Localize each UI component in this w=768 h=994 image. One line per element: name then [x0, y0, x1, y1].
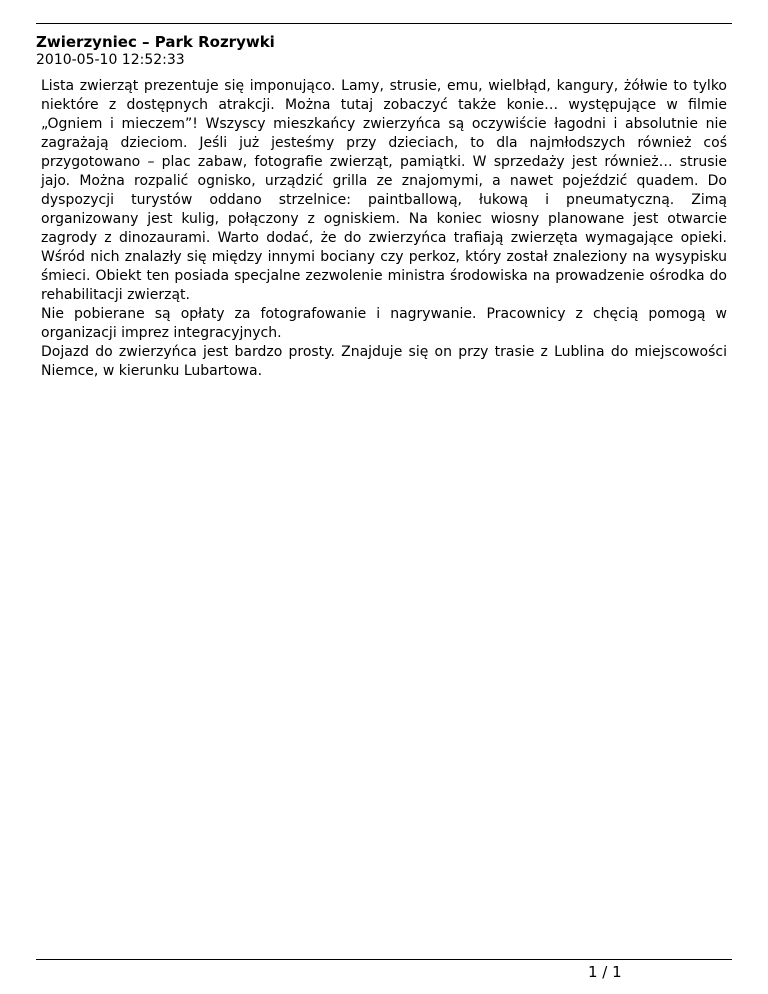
article-paragraph: Lista zwierząt prezentuje się imponująco. Lamy, strusie, emu, wielbłąd, kangury, żółwie to tylko niektóre z dostępnych atrakcji. Można tutaj zobaczyć także konie… występujące w filmie „Ogniem i mieczem”! Wszyscy mieszkańcy zwierzyńca są oczywiście łagodni i absolutnie nie zagrażają dzieciom. Jeśli już jesteśmy przy dzieciach, to dla najmłodszych również coś przygotowano – plac zabaw, fotografie zwierząt, pamiątki. W sprzedaży jest również… strusie jajo. Można rozpalić ognisko, urządzić grilla ze znajomymi, a nawet pojeździć quadem. Do dyspozycji turystów oddano strzelnice: paintballową, łukową i pneumatyczną. Zimą organizowany jest kulig, połączony z ogniskiem. Na koniec wiosny planowane jest otwarcie zagrody z dinozaurami. Warto dodać, że do zwierzyńca trafiają zwierzęta wymagające opieki. Wśród nich znalazły się między innymi bociany czy perkoz, który został znaleziony na wysypisku śmieci. Obiekt ten posiada specjalne zezwolenie ministra środowiska na prowadzenie ośrodka do rehabilitacji zwierząt.	[41, 78, 727, 303]
page-number: 1 / 1	[588, 963, 622, 981]
article-paragraph: Dojazd do zwierzyńca jest bardzo prosty. Znajduje się on przy trasie z Lublina do miejscowości Niemce, w kierunku Lubartowa.	[41, 344, 727, 379]
article-title: Zwierzyniec – Park Rozrywki	[36, 33, 275, 51]
article-date: 2010-05-10 12:52:33	[36, 52, 185, 68]
top-divider	[36, 23, 732, 24]
article-body	[41, 77, 727, 381]
article-paragraph: Nie pobierane są opłaty za fotografowanie i nagrywanie. Pracownicy z chęcią pomogą w organizacji imprez integracyjnych.	[41, 306, 727, 341]
bottom-divider	[36, 959, 732, 960]
